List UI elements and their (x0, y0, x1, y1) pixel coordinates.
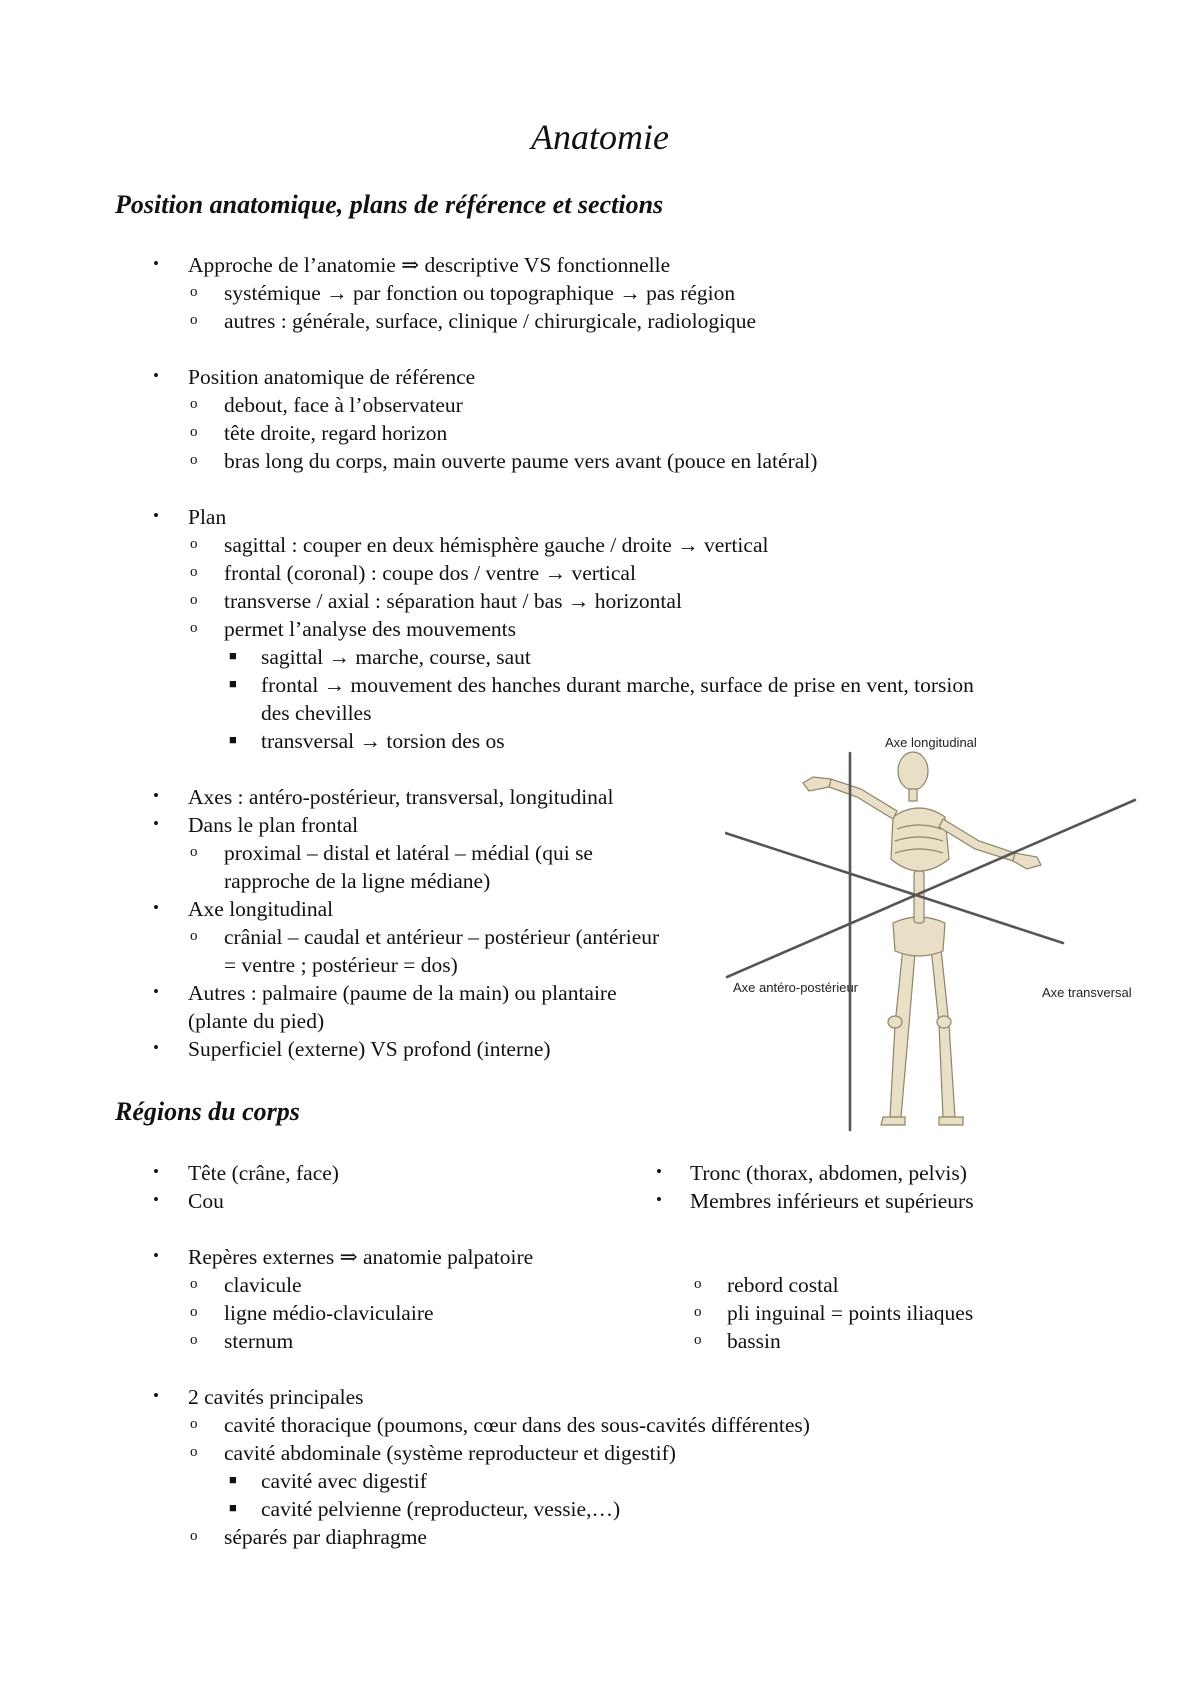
skeleton-axes-figure (725, 725, 1145, 1135)
bullet-marker: • (153, 1038, 159, 1057)
bullet-marker: o (190, 1416, 198, 1432)
bullet-marker: o (190, 536, 198, 552)
list-item: Cou (188, 1189, 224, 1213)
figure-label-transversal: Axe transversal (1042, 985, 1132, 1000)
list-item: sternum (224, 1329, 294, 1353)
list-item: tête droite, regard horizon (224, 421, 448, 445)
bullet-marker: • (656, 1162, 662, 1181)
list-item-continuation: des chevilles (261, 701, 372, 725)
bullet-marker: o (190, 620, 198, 636)
bullet-marker: ■ (229, 1472, 237, 1487)
list-item-continuation: (plante du pied) (188, 1009, 325, 1033)
bullet-marker: o (190, 396, 198, 412)
list-item: Repères externes ⇒ anatomie palpatoire (188, 1245, 534, 1269)
list-item: séparés par diaphragme (224, 1525, 427, 1549)
bullet-marker: • (153, 1386, 159, 1405)
list-item: bras long du corps, main ouverte paume vers avant (pouce en latéral) (224, 449, 818, 473)
list-item: Superficiel (externe) VS profond (interne) (188, 1037, 551, 1061)
list-item: autres : générale, surface, clinique / chirurgicale, radiologique (224, 309, 757, 333)
bullet-marker: o (190, 284, 198, 300)
bullet-marker: o (190, 928, 198, 944)
list-item: permet l’analyse des mouvements (224, 617, 516, 641)
list-item: Plan (188, 505, 227, 529)
page-title: Anatomie (531, 117, 669, 157)
list-item: sagittal : couper en deux hémisphère gauche / droite → vertical (224, 533, 769, 557)
bullet-marker: o (190, 592, 198, 608)
section-heading-position: Position anatomique, plans de référence et sections (115, 190, 664, 219)
bullet-marker: o (190, 844, 198, 860)
list-item: Autres : palmaire (paume de la main) ou plantaire (188, 981, 617, 1005)
list-item: transversal → torsion des os (261, 729, 505, 753)
bullet-marker: ■ (229, 648, 237, 663)
list-item: cavité pelvienne (reproducteur, vessie,…) (261, 1497, 621, 1521)
list-item: 2 cavités principales (188, 1385, 364, 1409)
bullet-marker: o (190, 312, 198, 328)
bullet-marker: • (153, 982, 159, 1001)
list-item: crânial – caudal et antérieur – postérieur (antérieur (224, 925, 660, 949)
bullet-marker: • (153, 506, 159, 525)
bullet-marker: • (153, 1162, 159, 1181)
list-item: pli inguinal = points iliaques (727, 1301, 974, 1325)
bullet-marker: o (694, 1304, 702, 1320)
figure-label-antero-posterior: Axe antéro-postérieur (733, 980, 859, 995)
bullet-marker: • (656, 1190, 662, 1209)
bullet-marker: o (190, 564, 198, 580)
list-item: cavité avec digestif (261, 1469, 427, 1493)
bullet-marker: o (694, 1332, 702, 1348)
list-item: Tronc (thorax, abdomen, pelvis) (690, 1161, 967, 1185)
list-item: cavité abdominale (système reproducteur et digestif) (224, 1441, 676, 1465)
bullet-marker: ■ (229, 732, 237, 747)
bullet-marker: • (153, 366, 159, 385)
section-heading-regions: Régions du corps (115, 1097, 300, 1126)
list-item: bassin (727, 1329, 781, 1353)
list-item: systémique → par fonction ou topographique → pas région (224, 281, 736, 305)
list-item: rebord costal (727, 1273, 839, 1297)
list-item: transverse / axial : séparation haut / bas → horizontal (224, 589, 682, 613)
bullet-marker: o (190, 1444, 198, 1460)
list-item: Axes : antéro-postérieur, transversal, longitudinal (188, 785, 614, 809)
list-item: Membres inférieurs et supérieurs (690, 1189, 974, 1213)
bullet-marker: o (190, 1304, 198, 1320)
list-item-continuation: rapproche de la ligne médiane) (224, 869, 491, 893)
bullet-marker: o (694, 1276, 702, 1292)
list-item: Axe longitudinal (188, 897, 334, 921)
bullet-marker: ■ (229, 1500, 237, 1515)
bullet-marker: o (190, 424, 198, 440)
bullet-marker: o (190, 1276, 198, 1292)
bullet-marker: • (153, 814, 159, 833)
figure-label-longitudinal: Axe longitudinal (885, 735, 977, 750)
list-item: Dans le plan frontal (188, 813, 359, 837)
bullet-marker: • (153, 786, 159, 805)
bullet-marker: ■ (229, 676, 237, 691)
bullet-marker: • (153, 898, 159, 917)
list-item: Approche de l’anatomie ⇒ descriptive VS fonctionnelle (188, 253, 671, 277)
list-item: frontal (coronal) : coupe dos / ventre → vertical (224, 561, 636, 585)
list-item: frontal → mouvement des hanches durant marche, surface de prise en vent, torsion (261, 673, 974, 697)
bullet-marker: • (153, 254, 159, 273)
bullet-marker: o (190, 452, 198, 468)
list-item: proximal – distal et latéral – médial (qui se (224, 841, 593, 865)
list-item: Position anatomique de référence (188, 365, 476, 389)
bullet-marker: o (190, 1332, 198, 1348)
skeleton-drawing (803, 752, 1041, 1125)
bullet-marker: • (153, 1190, 159, 1209)
bullet-marker: o (190, 1528, 198, 1544)
list-item: Tête (crâne, face) (188, 1161, 339, 1185)
list-item-continuation: = ventre ; postérieur = dos) (224, 953, 458, 977)
list-item: ligne médio-claviculaire (224, 1301, 434, 1325)
list-item: cavité thoracique (poumons, cœur dans des sous-cavités différentes) (224, 1413, 810, 1437)
list-item: debout, face à l’observateur (224, 393, 463, 417)
list-item: sagittal → marche, course, saut (261, 645, 531, 669)
list-item: clavicule (224, 1273, 302, 1297)
bullet-marker: • (153, 1246, 159, 1265)
